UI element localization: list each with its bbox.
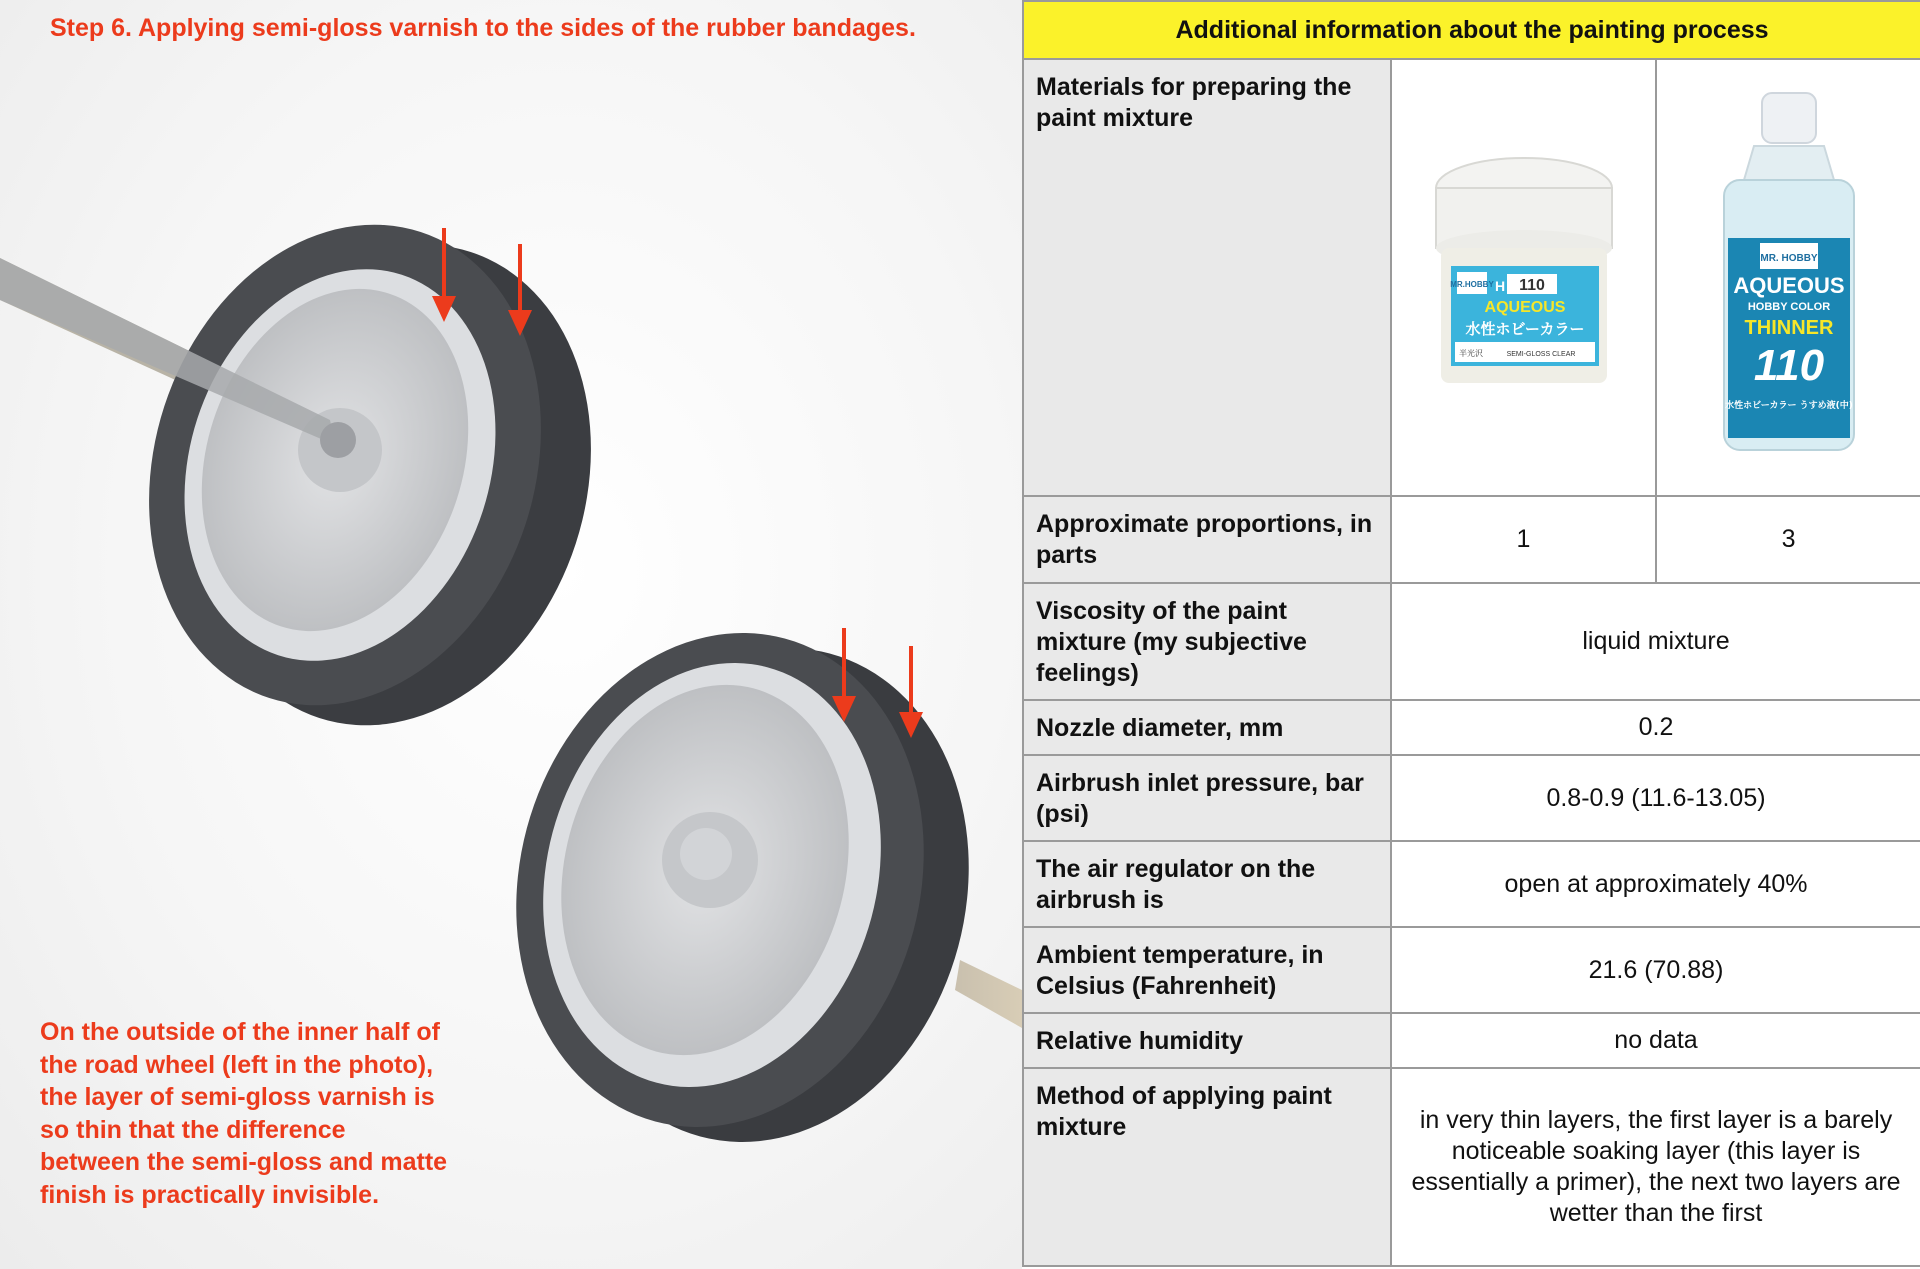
jar-brand: MR.HOBBY — [1449, 279, 1494, 289]
thinner-bottle-cell — [1656, 59, 1920, 496]
row-value: 1 — [1391, 496, 1656, 583]
jar-subtext-1: 半光沢 — [1458, 348, 1483, 358]
row-label: Airbrush inlet pressure, bar (psi) — [1023, 755, 1391, 841]
bottle-line-3: THINNER — [1744, 316, 1833, 339]
upper-wheel — [0, 173, 651, 776]
jar-subtext-2: SEMI-GLOSS CLEAR — [1506, 350, 1575, 358]
row-label: Method of applying paint mixture — [1023, 1068, 1391, 1266]
row-label: Nozzle diameter, mm — [1023, 700, 1391, 755]
row-value: liquid mixture — [1391, 583, 1920, 700]
row-label: Approximate proportions, in parts — [1023, 496, 1391, 583]
step-title: Step 6. Applying semi-gloss varnish to the sides of the rubber bandages. — [50, 14, 916, 42]
jar-code: 110 — [1518, 276, 1545, 294]
row-value: 0.2 — [1391, 700, 1920, 755]
row-label: Ambient temperature, in Celsius (Fahrenheit) — [1023, 927, 1391, 1013]
table-row — [1023, 1013, 1920, 1068]
bottle-japanese: 水性ホビーカラー うすめ液(中) — [1724, 400, 1853, 411]
photo-caption: On the outside of the inner half of the road wheel (left in the photo), the layer of semi-gloss varnish is so thin that the difference between the semi-gloss and matte finish is practically invisible. — [40, 1018, 448, 1209]
info-table — [1022, 0, 1920, 1267]
table-header: Additional information about the painting process — [1023, 1, 1920, 59]
table-row — [1023, 59, 1920, 496]
bottle-line-2: HOBBY COLOR — [1747, 300, 1830, 313]
jar-line: AQUEOUS — [1484, 298, 1565, 316]
row-value: 21.6 (70.88) — [1391, 927, 1920, 1013]
jar-japanese: 水性ホビーカラー — [1464, 319, 1585, 338]
row-label: Materials for preparing the paint mixture — [1023, 59, 1391, 496]
row-value: in very thin layers, the first layer is a barely noticeable soaking layer (this layer is essentially a primer), the next two layers are wetter than the first — [1391, 1068, 1920, 1266]
row-value: no data — [1391, 1013, 1920, 1068]
table-row — [1023, 927, 1920, 1013]
table-row — [1023, 583, 1920, 700]
row-label: The air regulator on the airbrush is — [1023, 841, 1391, 927]
row-label: Relative humidity — [1023, 1013, 1391, 1068]
row-value: 3 — [1656, 496, 1920, 583]
bottle-code: 110 — [1753, 340, 1824, 390]
bottle-brand: MR. HOBBY — [1759, 252, 1818, 264]
table-row — [1023, 1068, 1920, 1266]
table-row — [1023, 496, 1920, 583]
thinner-bottle-image — [1714, 88, 1864, 468]
table-row — [1023, 841, 1920, 927]
varnish-jar-image — [1429, 148, 1619, 408]
varnish-jar-cell — [1391, 59, 1656, 496]
bottle-line-1: AQUEOUS — [1732, 272, 1845, 298]
row-label: Viscosity of the paint mixture (my subjective feelings) — [1023, 583, 1391, 700]
lower-wheel — [462, 587, 1022, 1188]
row-value: open at approximately 40% — [1391, 841, 1920, 927]
row-value: 0.8-0.9 (11.6-13.05) — [1391, 755, 1920, 841]
jar-prefix: H — [1494, 277, 1505, 294]
table-row — [1023, 700, 1920, 755]
table-row — [1023, 755, 1920, 841]
